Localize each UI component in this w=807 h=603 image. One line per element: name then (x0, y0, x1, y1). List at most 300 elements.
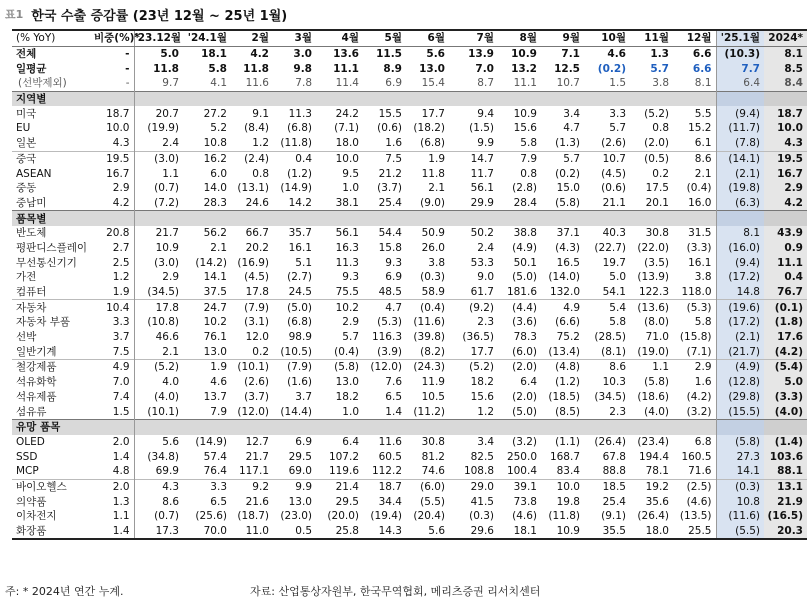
table-cell: (22.7) (594, 241, 626, 254)
table-cell: 9.7 (162, 77, 179, 90)
table-cell: (5.8) (716, 435, 764, 450)
table-cell: 29.9 (470, 196, 494, 209)
table-cell: 0.4 (764, 270, 807, 285)
table-row (12, 106, 807, 121)
column-header: '23.12월 (134, 30, 183, 46)
table-cell: (5.5) (420, 495, 445, 508)
table-cell (94, 91, 134, 106)
table-cell: 107.2 (328, 450, 359, 463)
table-cell: 15.5 (378, 107, 402, 120)
table-cell: 20.8 (94, 226, 134, 241)
table-cell: 13.0 (419, 62, 445, 75)
table-cell (231, 211, 273, 226)
row-label: 이차전지 (16, 510, 57, 523)
table-cell: 9.8 (293, 62, 312, 75)
table-cell: (19.8) (716, 181, 764, 196)
table-row (12, 404, 807, 419)
table-cell: 76.4 (203, 465, 227, 478)
table-row (12, 136, 807, 151)
table-cell: 11.1 (764, 255, 807, 270)
table-cell: 3.3 (609, 107, 626, 120)
table-cell: 2.9 (673, 360, 716, 375)
table-cell: 25.5 (673, 524, 716, 540)
table-cell: 56.1 (335, 227, 359, 240)
table-cell: 18.1 (498, 524, 541, 540)
table-cell: (4.5) (601, 167, 626, 180)
table-cell: 11.6 (245, 77, 269, 90)
table-cell (406, 91, 449, 106)
table-cell (498, 91, 541, 106)
table-cell: 1.2 (94, 270, 134, 285)
table-cell: 12.7 (245, 435, 269, 448)
table-cell (316, 419, 363, 434)
table-cell: (7.1) (334, 122, 359, 135)
table-cell: (16.5) (764, 509, 807, 524)
table-cell: 9.9 (477, 137, 494, 150)
table-cell: (5.8) (316, 360, 363, 375)
table-cell: 18.7 (764, 106, 807, 121)
table-cell: 15.4 (421, 77, 445, 90)
table-cell: 70.0 (183, 524, 231, 540)
table-cell: 0.2 (652, 167, 669, 180)
table-cell: (8.5) (555, 405, 580, 418)
table-cell: (5.0) (273, 300, 316, 315)
table-cell: 4.1 (210, 77, 227, 90)
table-cell: (13.5) (673, 509, 716, 524)
table-cell: 3.8 (673, 270, 716, 285)
table-cell: 40.3 (602, 227, 626, 240)
table-cell: 16.1 (288, 241, 312, 254)
table-cell: (18.5) (548, 390, 580, 403)
table-row (12, 479, 807, 494)
table-cell: (14.1) (716, 151, 764, 166)
table-cell (406, 419, 449, 434)
table-cell: 7.9 (210, 405, 227, 418)
table-cell: 5.1 (295, 256, 312, 269)
table-cell: (18.7) (237, 510, 269, 523)
table-cell (183, 91, 231, 106)
table-cell: 41.5 (470, 495, 494, 508)
table-cell (630, 211, 673, 226)
table-cell: (5.2) (134, 360, 183, 375)
table-cell: 13.2 (511, 62, 537, 75)
table-cell: 13.0 (335, 376, 359, 389)
table-cell: 2.4 (477, 241, 494, 254)
table-cell: 4.9 (541, 300, 584, 315)
table-cell: 118.0 (673, 285, 716, 300)
table-cell: (4.9) (512, 241, 537, 254)
table-cell: 21.6 (245, 495, 269, 508)
table-cell: 16.0 (673, 196, 716, 211)
table-cell: 29.0 (449, 479, 498, 494)
section-label: 유망 품목 (12, 419, 94, 434)
table-cell: 0.8 (252, 167, 269, 180)
table-cell: 5.0 (609, 271, 626, 284)
table-cell: (14.9) (280, 182, 312, 195)
table-cell (316, 91, 363, 106)
table-cell: (23.4) (637, 435, 669, 448)
table-row (12, 181, 807, 196)
table-cell: (1.3) (555, 137, 580, 150)
table-cell: (0.7) (154, 182, 179, 195)
table-cell: (4.5) (244, 271, 269, 284)
table-cell: (4.0) (644, 405, 669, 418)
table-cell: (9.2) (449, 300, 498, 315)
table-cell: (6.3) (716, 196, 764, 211)
table-cell: (8.0) (644, 316, 669, 329)
section-row (12, 211, 807, 226)
table-cell (764, 419, 807, 434)
table-cell: 13.7 (203, 390, 227, 403)
table-cell: 25.4 (602, 495, 626, 508)
table-cell: 18.5 (584, 479, 630, 494)
table-cell: (6.0) (512, 345, 537, 358)
table-cell: 3.0 (293, 48, 312, 61)
table-cell: 6.4 (520, 376, 537, 389)
table-cell: 14.1 (203, 271, 227, 284)
table-cell: 21.7 (245, 450, 269, 463)
row-label: 석유화학 (16, 376, 57, 389)
table-row (12, 360, 807, 375)
table-cell: 17.8 (245, 286, 269, 299)
table-cell: (2.7) (287, 271, 312, 284)
table-cell: 14.3 (363, 524, 406, 540)
table-cell (673, 419, 716, 434)
table-cell: 8.6 (162, 495, 179, 508)
table-cell: (0.3) (420, 271, 445, 284)
table-cell: 0.8 (652, 122, 669, 135)
table-cell: 9.2 (231, 479, 273, 494)
table-cell: 4.2 (764, 196, 807, 211)
table-cell: (11.8) (280, 137, 312, 150)
table-cell (316, 211, 363, 226)
table-cell: (12.0) (363, 360, 406, 375)
table-cell: (1.8) (764, 315, 807, 330)
table-cell: 37.1 (556, 227, 580, 240)
table-cell: 16.2 (183, 151, 231, 166)
table-cell: 10.8 (716, 494, 764, 509)
table-cell (449, 211, 498, 226)
table-cell: 2.1 (210, 241, 227, 254)
table-cell: 10.9 (541, 524, 584, 540)
table-cell: 8.7 (477, 77, 494, 90)
table-cell: 2.7 (94, 241, 134, 256)
table-cell: (5.2) (644, 107, 669, 120)
table-cell: 54.4 (378, 227, 402, 240)
table-cell: (22.0) (637, 241, 669, 254)
table-cell: 5.4 (584, 300, 630, 315)
table-cell: (23.0) (280, 510, 312, 523)
table-cell: 10.2 (316, 300, 363, 315)
table-cell: 8.1 (764, 46, 807, 61)
table-cell: (5.0) (512, 271, 537, 284)
table-cell (584, 419, 630, 434)
table-cell: 116.3 (371, 331, 402, 344)
table-cell: 20.7 (155, 107, 179, 120)
table-cell: 19.5 (764, 151, 807, 166)
table-cell: (13.4) (548, 345, 580, 358)
table-cell: 48.5 (378, 286, 402, 299)
footer (5, 583, 795, 599)
table-cell: 8.5 (764, 61, 807, 76)
table-cell: (19.9) (147, 122, 179, 135)
table-cell: 73.8 (513, 495, 537, 508)
table-cell: 3.8 (652, 77, 669, 90)
table-cell: 25.8 (316, 524, 363, 540)
table-cell: 4.6 (210, 376, 227, 389)
table-cell: 2.0 (94, 479, 134, 494)
table-cell: (29.8) (716, 390, 764, 405)
table-cell: 194.4 (638, 450, 669, 463)
table-cell: 50.9 (421, 227, 445, 240)
table-cell: 2.3 (609, 405, 626, 418)
table-cell (183, 211, 231, 226)
table-cell: (4.8) (541, 360, 584, 375)
table-cell: 17.7 (470, 345, 494, 358)
table-cell: 67.8 (602, 450, 626, 463)
table-cell: 18.2 (335, 390, 359, 403)
table-cell: 24.7 (183, 300, 231, 315)
table-cell: (5.4) (764, 360, 807, 375)
table-cell: 5.7 (541, 151, 584, 166)
table-cell: 11.8 (243, 62, 269, 75)
table-cell: 17.6 (764, 330, 807, 345)
table-row (12, 46, 807, 61)
table-cell: (28.5) (594, 331, 626, 344)
table-cell: 10.0 (541, 479, 584, 494)
table-cell: (2.8) (512, 182, 537, 195)
table-cell: (26.4) (637, 510, 669, 523)
table-cell: 4.9 (94, 360, 134, 375)
column-header: 11월 (630, 30, 673, 46)
table-cell: 98.9 (288, 331, 312, 344)
table-cell: - (94, 46, 134, 61)
table-cell: 11.7 (470, 167, 494, 180)
table-cell: 6.9 (295, 435, 312, 448)
table-cell: 14.8 (716, 285, 764, 300)
table-row (12, 494, 807, 509)
table-cell: 9.3 (385, 256, 402, 269)
table-cell: 12.0 (245, 331, 269, 344)
table-cell: 1.5 (94, 404, 134, 419)
table-cell: 2.5 (94, 255, 134, 270)
header-row (12, 30, 807, 46)
table-cell: 43.9 (764, 226, 807, 241)
table-row (12, 390, 807, 405)
row-label: 바이오헬스 (12, 479, 94, 494)
table-cell: 19.5 (94, 151, 134, 166)
table-cell: 3.4 (563, 107, 580, 120)
table-cell: 75.5 (335, 286, 359, 299)
table-cell: 117.1 (238, 465, 269, 478)
table-cell: 39.1 (498, 479, 541, 494)
table-cell: 54.1 (602, 286, 626, 299)
row-label: 일본 (16, 137, 37, 150)
table-row (12, 300, 807, 315)
table-cell: 9.9 (273, 479, 316, 494)
table-cell: (0.4) (673, 181, 716, 196)
table-cell: 6.4 (342, 435, 359, 448)
table-cell: 5.8 (208, 62, 227, 75)
table-cell: (10.3) (716, 46, 764, 61)
table-cell (673, 91, 716, 106)
table-cell (716, 419, 764, 434)
table-cell: 14.7 (449, 151, 498, 166)
table-cell: 21.4 (316, 479, 363, 494)
table-cell: 160.5 (673, 449, 716, 464)
table-cell: 9.4 (477, 107, 494, 120)
table-row (12, 76, 807, 91)
table-cell: 78.1 (645, 465, 669, 478)
table-cell: 1.2 (477, 405, 494, 418)
table-cell: (10.1) (147, 405, 179, 418)
table-cell: - (94, 76, 134, 91)
table-cell (630, 419, 673, 434)
table-cell: (14.0) (548, 271, 580, 284)
table-cell: 6.9 (385, 271, 402, 284)
export-growth-table (12, 29, 803, 540)
table-cell: 10.9 (513, 107, 537, 120)
table-cell: 0.9 (764, 241, 807, 256)
table-cell: 27.3 (716, 449, 764, 464)
table-cell: 8.6 (673, 151, 716, 166)
table-cell: (3.0) (154, 256, 179, 269)
table-cell: 2.9 (162, 271, 179, 284)
table-cell: 10.3 (602, 376, 626, 389)
table-cell: 11.3 (335, 256, 359, 269)
table-cell: 1.3 (650, 48, 669, 61)
table-cell: 17.8 (134, 300, 183, 315)
header-unit: (% YoY) (12, 30, 94, 46)
table-cell: 11.4 (335, 77, 359, 90)
row-label: 무선통신기기 (16, 256, 77, 269)
table-cell: (7.1) (673, 344, 716, 359)
table-cell: 46.6 (155, 331, 179, 344)
table-cell: 69.9 (155, 465, 179, 478)
table-cell: 2.1 (673, 166, 716, 181)
table-title (5, 3, 287, 25)
table-row (12, 524, 807, 540)
table-cell: (19.6) (716, 300, 764, 315)
table-cell: 5.8 (609, 316, 626, 329)
table-cell: (0.6) (377, 122, 402, 135)
table-cell: 8.6 (584, 360, 630, 375)
row-label: 자동차 (12, 300, 94, 315)
table-cell: (0.2) (597, 62, 626, 75)
table-cell: (14.2) (195, 256, 227, 269)
table-cell: 10.7 (556, 77, 580, 90)
table-cell: (10.1) (231, 360, 273, 375)
table-cell: (5.3) (377, 316, 402, 329)
table-cell: 11.5 (376, 48, 402, 61)
table-cell: (1.6) (287, 376, 312, 389)
table-cell (630, 91, 673, 106)
table-cell (406, 211, 449, 226)
row-label: 의약품 (16, 495, 47, 508)
table-cell: 71.6 (673, 464, 716, 479)
table-cell: (17.2) (716, 270, 764, 285)
table-cell: (2.4) (231, 151, 273, 166)
table-cell: 10.2 (203, 316, 227, 329)
table-cell: (11.6) (716, 509, 764, 524)
table-cell: 25.4 (378, 196, 402, 209)
row-label: 화장품 (12, 524, 94, 540)
row-label: 평판디스플레이 (16, 241, 88, 254)
table-cell: (0.4) (334, 345, 359, 358)
row-label: MCP (16, 465, 39, 478)
table-row (12, 166, 807, 181)
table-cell: (3.2) (673, 404, 716, 419)
table-row (12, 449, 807, 464)
table-cell: 11.3 (288, 107, 312, 120)
table-cell: 250.0 (506, 450, 537, 463)
table-cell: 11.1 (513, 77, 537, 90)
table-cell: 8.4 (764, 76, 807, 91)
table-cell: 11.0 (231, 524, 273, 540)
table-cell: 20.3 (764, 524, 807, 540)
table-cell: 78.3 (513, 331, 537, 344)
table-cell: (24.3) (406, 360, 449, 375)
table-cell: 7.0 (94, 375, 134, 390)
table-cell: 14.1 (716, 464, 764, 479)
table-cell: 108.8 (463, 465, 494, 478)
table-cell: 76.1 (203, 331, 227, 344)
table-row (12, 509, 807, 524)
table-cell: (2.6) (244, 376, 269, 389)
table-cell: 66.7 (245, 227, 269, 240)
table-cell: 29.5 (288, 450, 312, 463)
table-cell: 10.9 (511, 48, 537, 61)
table-cell: 14.2 (288, 196, 312, 209)
table-row (12, 196, 807, 211)
table-cell: 0.4 (273, 151, 316, 166)
table-cell: 0.8 (520, 167, 537, 180)
table-cell: 3.8 (428, 256, 445, 269)
footnote: 주: * 2024년 연간 누계. (5, 585, 124, 598)
column-header: 6월 (406, 30, 449, 46)
table-cell: 56.1 (470, 182, 494, 195)
table-cell: 8.9 (383, 62, 402, 75)
table-cell: 21.7 (155, 227, 179, 240)
table-cell: 4.2 (94, 196, 134, 211)
table-cell: (15.5) (716, 404, 764, 419)
table-cell: 50.2 (470, 227, 494, 240)
table-cell: 6.5 (210, 495, 227, 508)
table-cell: 69.0 (288, 465, 312, 478)
table-cell: 35.6 (645, 495, 669, 508)
table-cell: (5.8) (555, 196, 580, 209)
table-row (12, 315, 807, 330)
table-cell: 5.7 (650, 62, 669, 75)
table-row (12, 61, 807, 76)
table-cell: (0.1) (764, 300, 807, 315)
table-cell: 2.9 (94, 181, 134, 196)
table-cell: 6.9 (385, 77, 402, 90)
table-cell: 8.1 (716, 226, 764, 241)
table-cell (716, 211, 764, 226)
column-header: 비중(%)* (94, 30, 134, 46)
column-header: 9월 (541, 30, 584, 46)
source-note: 자료: 산업통상자원부, 한국무역협회, 메리츠증권 리서치센터 (250, 585, 541, 598)
table-cell: 31.5 (673, 226, 716, 241)
table-cell: (1.5) (469, 122, 494, 135)
table-cell: 3.7 (295, 390, 312, 403)
table-cell: 3.3 (94, 315, 134, 330)
table-cell: (36.5) (462, 331, 494, 344)
table-cell: 5.8 (520, 137, 537, 150)
table-cell: 4.0 (162, 376, 179, 389)
table-cell (584, 91, 630, 106)
